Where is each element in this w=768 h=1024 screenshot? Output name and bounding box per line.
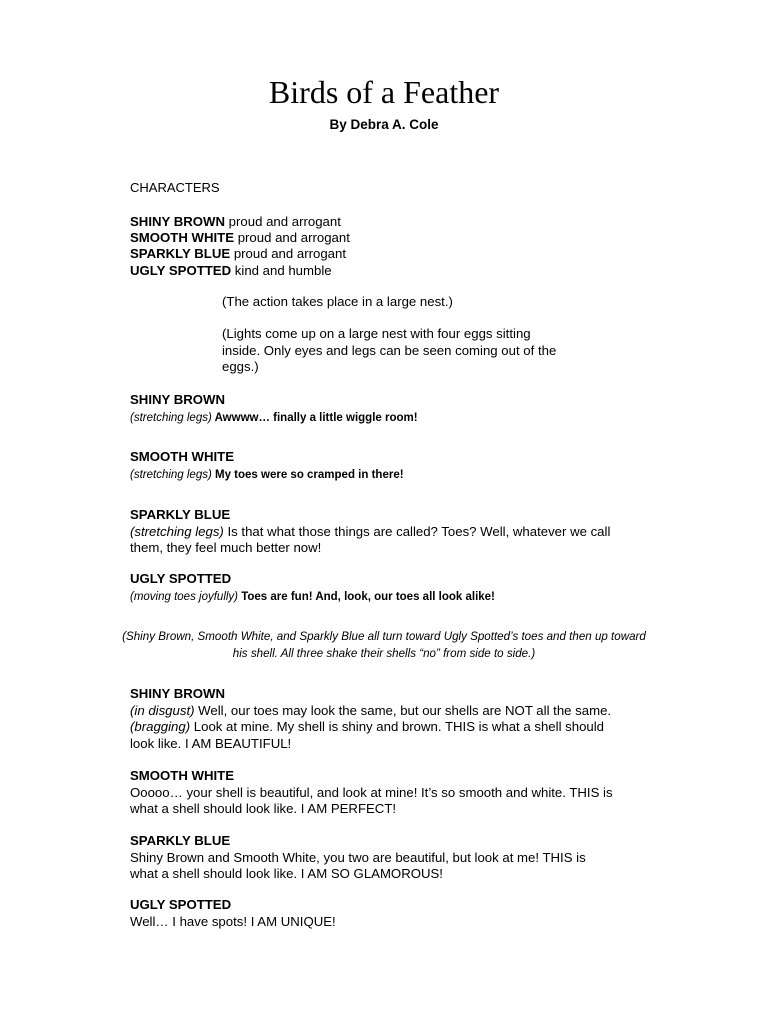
dialogue-block — [130, 507, 615, 557]
stage-direction-lights: (Lights come up on a large nest with four eggs sitting inside. Only eyes and legs can be seen coming out of the eggs.) — [222, 326, 557, 374]
stage-direction-setting: (The action takes place in a large nest.) — [222, 294, 453, 309]
dialogue-text: Toes are fun! And, look, our toes all look alike! — [238, 590, 495, 603]
cast-description: proud and arrogant — [230, 246, 346, 262]
dialogue-block — [130, 571, 630, 605]
cast-description: kind and humble — [231, 262, 332, 278]
dialogue-block — [130, 833, 615, 883]
play-title: Birds of a Feather — [268, 74, 500, 110]
cast-name: UGLY SPOTTED — [130, 262, 232, 278]
author-byline: By Debra A. Cole — [329, 117, 439, 132]
cast-item — [130, 246, 350, 262]
stage-direction: (stretching legs) — [130, 523, 224, 539]
speaker-name: SMOOTH WHITE — [130, 768, 235, 783]
cast-item — [130, 230, 350, 246]
speaker-name: UGLY SPOTTED — [130, 571, 232, 586]
cast-description: proud and arrogant — [225, 214, 341, 229]
dialogue-block — [130, 768, 615, 818]
cast-name: SHINY BROWN — [130, 214, 226, 229]
dialogue-block — [130, 686, 615, 752]
stage-direction: (moving toes joyfully) — [130, 590, 239, 603]
dialogue-block — [130, 449, 630, 483]
speaker-name: SHINY BROWN — [130, 686, 226, 701]
dialogue-block — [130, 392, 630, 426]
cast-name: SMOOTH WHITE — [130, 230, 235, 246]
stage-direction: (stretching legs) — [130, 411, 212, 424]
stage-direction: (stretching legs) — [130, 468, 212, 481]
cast-name: SPARKLY BLUE — [130, 246, 231, 262]
dialogue-block — [130, 897, 630, 930]
speaker-name: SMOOTH WHITE — [130, 449, 235, 464]
speaker-name: SHINY BROWN — [130, 392, 226, 407]
dialogue-text: Well, our toes may look the same, but our shells are NOT all the same. — [194, 702, 612, 718]
dialogue-text: Shiny Brown and Smooth White, you two are beautiful, but look at me! THIS is what a shell should look like. I AM SO GLAMOROUS! — [130, 849, 586, 881]
characters-heading: CHARACTERS — [130, 180, 220, 195]
speaker-name: SPARKLY BLUE — [130, 833, 231, 848]
dialogue-text: Is that what those things are called? Toes? Well, whatever we call them, they feel much better now! — [130, 523, 611, 555]
dialogue-text: Look at mine. My shell is shiny and brown. THIS is what a shell should look like. I AM BEAUTIFUL! — [130, 719, 605, 751]
dialogue-text: Ooooo… your shell is beautiful, and look at mine! It’s so smooth and white. THIS is what a shell should look like. I AM PERFECT! — [130, 784, 613, 816]
cast-item — [130, 263, 350, 279]
cast-list — [130, 214, 350, 279]
dialogue-text: Well… I have spots! I AM UNIQUE! — [130, 913, 336, 929]
speaker-name: SPARKLY BLUE — [130, 507, 231, 522]
centered-stage-direction: (Shiny Brown, Smooth White, and Sparkly Blue all turn toward Ugly Spotted’s toes and then up toward his shell. All three shake their shells “no” from side to side.) — [122, 630, 646, 660]
stage-direction: (bragging) — [130, 719, 191, 734]
dialogue-text: Awwww… finally a little wiggle room! — [211, 411, 418, 424]
stage-direction: (in disgust) — [130, 702, 195, 718]
cast-description: proud and arrogant — [234, 230, 350, 246]
cast-item — [130, 214, 350, 230]
dialogue-text: My toes were so cramped in there! — [211, 468, 404, 481]
speaker-name: UGLY SPOTTED — [130, 897, 232, 912]
